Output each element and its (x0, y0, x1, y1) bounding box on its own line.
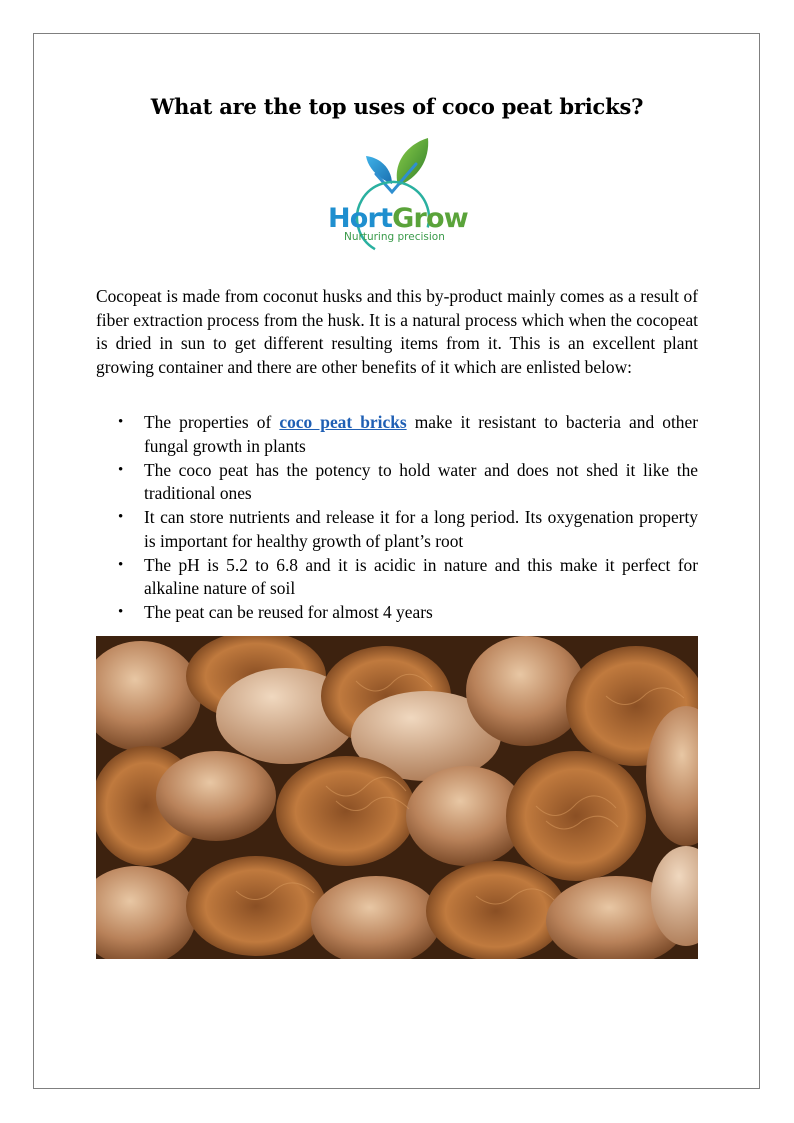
coco-peat-bricks-link[interactable]: coco peat bricks (279, 412, 407, 432)
bullet-icon: • (118, 414, 124, 430)
logo-brand-grow: Grow (392, 203, 468, 234)
list-item: • The peat can be reused for almost 4 years (96, 601, 698, 625)
list-item: • The pH is 5.2 to 6.8 and it is acidic in nature and this make it perfect for alkaline nature of soil (118, 554, 698, 598)
coconut-husks-image (96, 636, 698, 959)
list-item: • The coco peat has the potency to hold water and does not shed it like the traditional ones (118, 459, 698, 503)
svg-text:HortGrow (328, 203, 468, 234)
list-item: • The properties of coco peat bricks make it resistant to bacteria and other fungal growth in plants (118, 412, 698, 456)
bullet-icon: • (118, 509, 124, 525)
benefits-list (96, 411, 698, 625)
bullet-icon: • (118, 461, 124, 478)
coconut-husks-photo (96, 636, 698, 959)
list-item: • It can store nutrients and release it for a long period. Its oxygenation property is important for healthy growth of plant’s root (118, 507, 698, 551)
intro-paragraph: Cocopeat is made from coconut husks and this by-product mainly comes as a result of fiber extraction process from the husk. It is a natural process which when the cocopeat is dried in sun to get different resulting items from it. This is an excellent plant growing container and there are other benefits of it which are enlisted below: (96, 286, 698, 377)
page-title: What are the top uses of coco peat bricks? (150, 94, 644, 119)
logo-graphic (320, 134, 470, 260)
bullet-icon: • (118, 556, 124, 573)
hortgrow-logo (320, 134, 470, 260)
blue-leaf-icon (366, 156, 392, 184)
bullet-icon: • (118, 604, 124, 620)
logo-brand-hort: Hort (328, 203, 393, 234)
logo-tagline: Nurturing precision (344, 231, 445, 243)
